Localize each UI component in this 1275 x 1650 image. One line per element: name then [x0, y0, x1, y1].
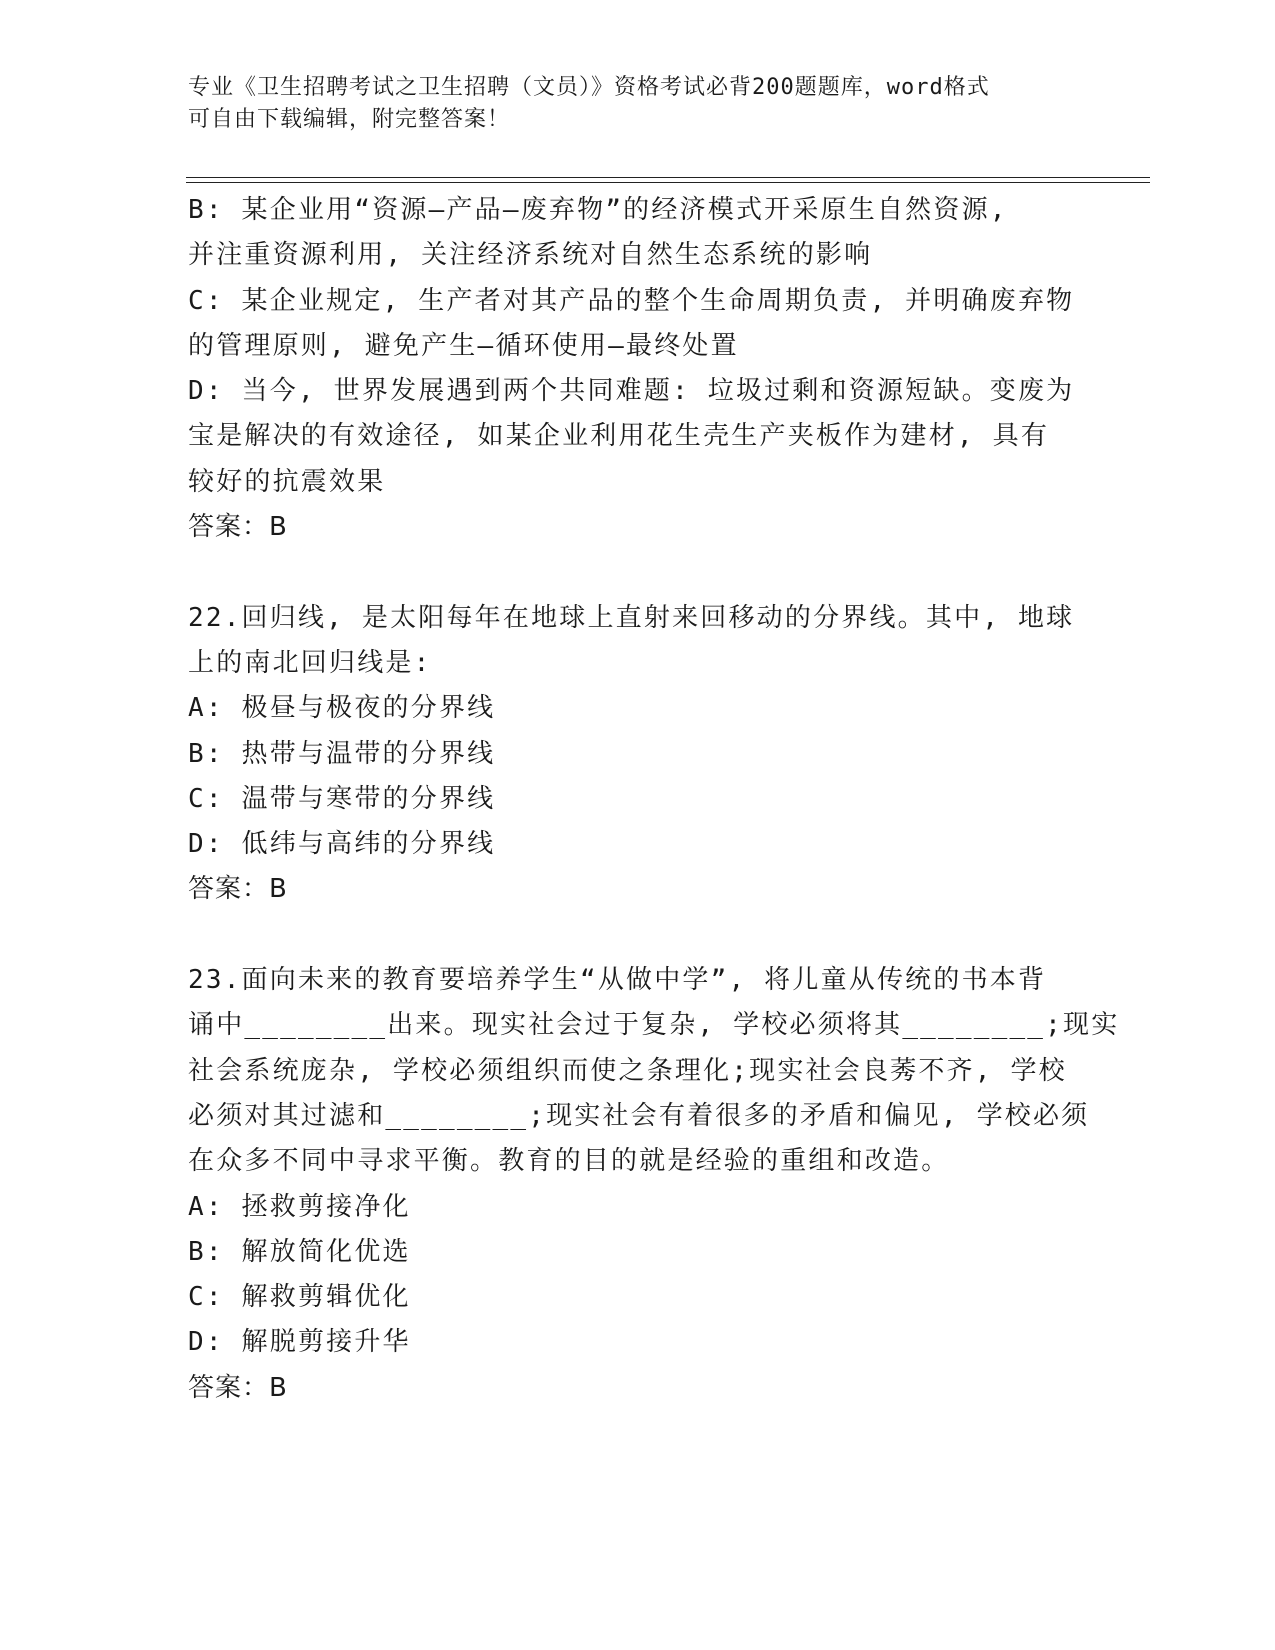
q23-answer: 答案：B	[188, 1372, 288, 1403]
question-23-block	[188, 958, 1120, 1411]
spacer	[188, 550, 1068, 595]
q23-stem-line-4: 必须对其过滤和________;现实社会有着很多的矛盾和偏见, 学校必须	[188, 1100, 1090, 1131]
q23-stem-line-3: 社会系统庞杂, 学校必须组织而使之条理化;现实社会良莠不齐, 学校	[188, 1055, 1067, 1086]
q21-option-c-line-2: 的管理原则, 避免产生—循环使用—最终处置	[188, 330, 739, 361]
q23-option-a: A: 拯救剪接净化	[188, 1191, 411, 1222]
header-line-1: 专业《卫生招聘考试之卫生招聘（文员）》资格考试必背200题题库，word格式	[188, 75, 990, 100]
question-21-block	[188, 188, 1075, 550]
header-divider-top	[186, 177, 1150, 178]
q21-option-d-line-2: 宝是解决的有效途径, 如某企业利用花生壳生产夹板作为建材, 具有	[188, 421, 1050, 452]
question-22-block	[188, 596, 1075, 913]
header-line-2: 可自由下载编辑，附完整答案！	[188, 107, 511, 132]
q22-answer: 答案：B	[188, 874, 288, 905]
q21-option-d-line-1: D: 当今, 世界发展遇到两个共同难题: 垃圾过剩和资源短缺。变废为	[188, 376, 1075, 407]
spacer	[188, 913, 1068, 958]
q23-option-b: B: 解放简化优选	[188, 1236, 411, 1267]
q22-option-a: A: 极昼与极夜的分界线	[188, 693, 496, 724]
q22-option-b: B: 热带与温带的分界线	[188, 738, 496, 769]
q22-option-c: C: 温带与寒带的分界线	[188, 783, 496, 814]
q23-option-c: C: 解救剪辑优化	[188, 1282, 411, 1313]
q21-answer: 答案：B	[188, 512, 288, 543]
q23-option-d: D: 解脱剪接升华	[188, 1327, 411, 1358]
document-header	[188, 72, 1068, 136]
header-divider-bottom	[186, 182, 1150, 183]
q21-option-d-line-3: 较好的抗震效果	[188, 466, 386, 497]
q22-stem-line-1: 22.回归线, 是太阳每年在地球上直射来回移动的分界线。其中, 地球	[188, 602, 1075, 633]
q21-option-b-line-2: 并注重资源利用, 关注经济系统对自然生态系统的影响	[188, 240, 873, 271]
q21-option-c-line-1: C: 某企业规定, 生产者对其产品的整个生命周期负责, 并明确废弃物	[188, 285, 1075, 316]
document-body	[188, 188, 1120, 1411]
q22-option-d: D: 低纬与高纬的分界线	[188, 829, 496, 860]
q21-option-b-line-1: B: 某企业用“资源—产品—废弃物”的经济模式开采原生自然资源,	[188, 195, 1008, 225]
q23-stem-line-2: 诵中________出来。现实社会过于复杂, 学校必须将其________;现实	[188, 1010, 1120, 1041]
q23-stem-line-1: 23.面向未来的教育要培养学生“从做中学”, 将儿童从传统的书本背	[188, 965, 1047, 996]
q23-stem-line-5: 在众多不同中寻求平衡。教育的目的就是经验的重组和改造。	[188, 1146, 950, 1177]
q22-stem-line-2: 上的南北回归线是:	[188, 647, 432, 678]
